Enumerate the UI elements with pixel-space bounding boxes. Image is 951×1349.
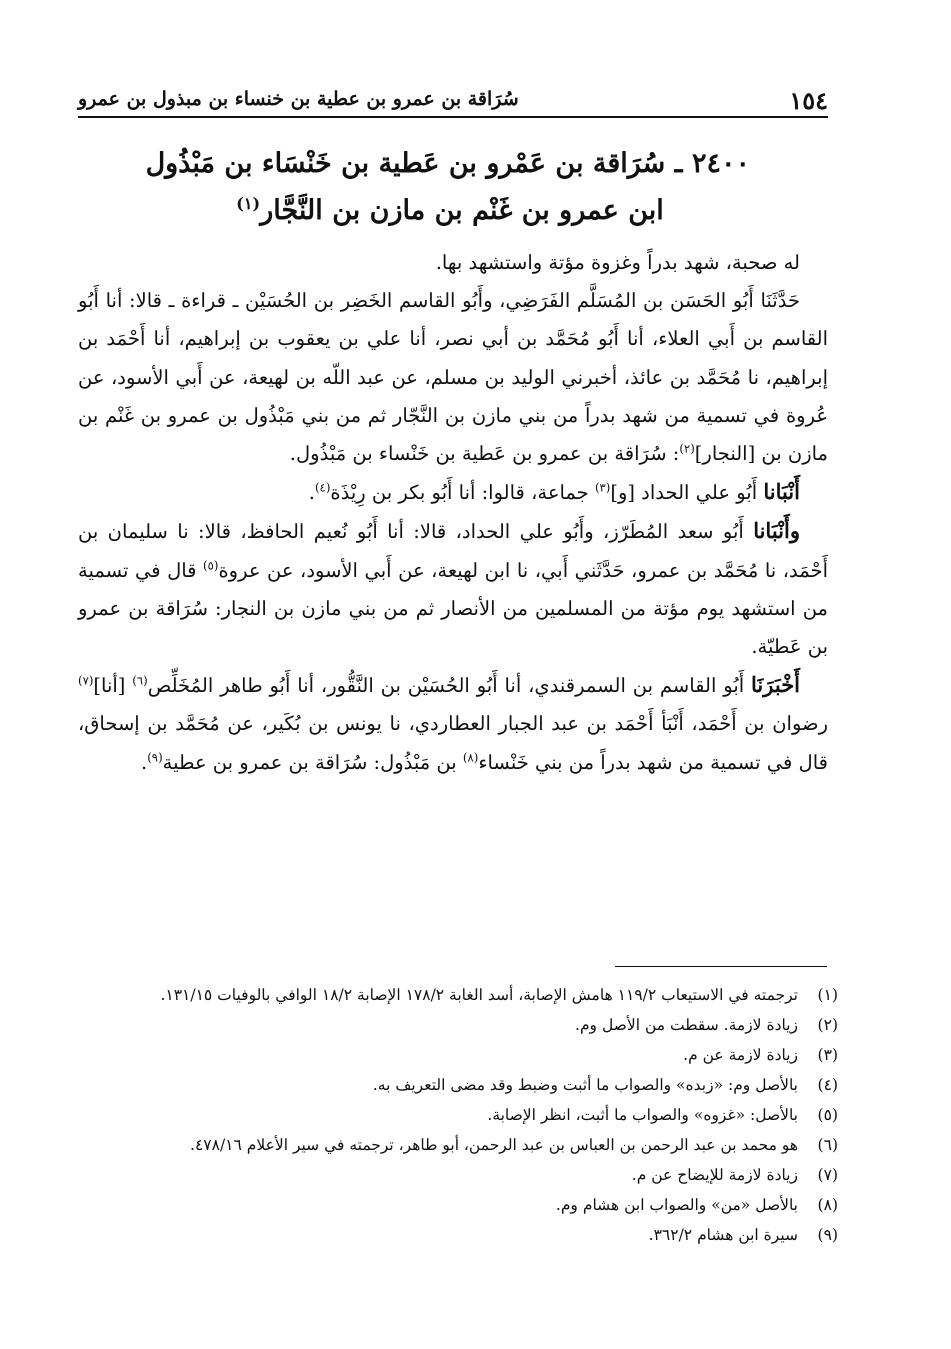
paragraph	[78, 244, 828, 282]
footnote-text: بالأصل وم: «زبده» والصواب ما أثبت وضبط وقد مضى التعريف به.	[372, 1076, 798, 1094]
paragraph-lead-word: وأَنْبَانا	[753, 518, 800, 544]
footnote-text: بالأصل: «غزوه» والصواب ما أثبت، انظر الإصابة.	[487, 1106, 798, 1124]
footnote-marker: (٣)	[594, 480, 611, 495]
paragraph-lead-word: أَنْبَانا	[763, 479, 800, 505]
entry-title-line-2-text: ابن عمرو بن غَنْم بن مازن بن النَّجَّار	[260, 195, 664, 226]
footnote-text: زيادة لازمة عن م.	[683, 1046, 798, 1064]
footnote-marker: (٤)	[314, 480, 331, 495]
paragraph	[78, 473, 828, 512]
page-number: ١٥٤	[789, 86, 828, 115]
footnotes	[78, 980, 838, 1250]
footnote-number: (٤)	[817, 1076, 838, 1094]
paragraph-text: .	[308, 481, 315, 505]
footnote-number: (٢)	[817, 1016, 838, 1034]
paragraph-text: أَبُو سعد المُطَرّز، وأَبُو علي الحداد، قالا: أنا أَبُو نُعيم الحافظ، قالا: نا سليمان بن أَحْمَد، نا مُحَمَّد بن عمرو، حَدَّثَني أَبي، نا ابن لهيعة، عن أَبي الأسود، عن عروة	[78, 520, 828, 582]
footnote-number: (٩)	[817, 1226, 838, 1244]
paragraph	[78, 282, 828, 473]
footnote-marker: (٨)	[462, 750, 479, 765]
entry-title	[145, 140, 750, 234]
paragraph-text: [أنا]	[93, 674, 133, 698]
paragraph-lead-word: أَخْبَرَنَا	[751, 672, 801, 698]
footnote-marker: (٩)	[147, 750, 163, 765]
footnote-text: زيادة لازمة. سقطت من الأصل وم.	[575, 1016, 798, 1034]
paragraph-text: .	[141, 750, 148, 774]
paragraph-text: حَدَّثَنَا أَبُو الحَسَن بن المُسَلَّم الفَرَضِي، وأَبُو القاسم الخَضِر بن الحُسَيْن ـ قراءة ـ قالا: أنا أَبُو القاسم بن أَبي العلاء، أنا أَبُو مُحَمَّد بن أبي نصر، أنا علي بن يعقوب بن إبراهيم، أنا أَحْمَد بن إبراهيم، نا مُحَمَّد بن عائذ، أخبرني الوليد بن مسلم، عن عبد اللّه بن لهيعة، عن أَبي الأسود، عن عُروة في تسمية من شهد بدراً من بني مازن بن النَّجّار ثم من بني مَبْذُول بن عمرو بن غَنْم بن مازن بن [النجار]	[78, 289, 828, 466]
footnote	[78, 980, 838, 1010]
paragraph-text: قال في تسمية من استشهد يوم مؤتة من المسلمين من الأنصار ثم من بني مازن بن النجار: سُرَاقة بن عمرو بن عَطيّة.	[78, 558, 828, 659]
footnote-number: (٥)	[817, 1106, 838, 1124]
paragraph-text: أَبُو القاسم بن السمرقندي، أنا أَبُو الحُسَيْن بن النَّقُّور، أنا أَبُو طاهر المُخَلِّص	[147, 674, 752, 698]
footnote-marker: (٦)	[132, 673, 148, 688]
footnote-number: (٨)	[817, 1196, 838, 1214]
footnote-number: (٧)	[817, 1166, 838, 1184]
footnote-text: ترجمته في الاستيعاب ١١٩/٢ هامش الإصابة، أسد الغابة ١٧٨/٢ الإصابة ١٨/٢ الوافي بالوفيات ١٣١/١٥.	[160, 986, 798, 1004]
footnote	[78, 1070, 838, 1100]
footnote	[78, 1040, 838, 1070]
paragraph	[78, 512, 828, 666]
main-text	[78, 244, 828, 782]
paragraph-text: : سُرَاقة بن عمرو بن عَطية بن خَنْساء بن مَبْذُول.	[289, 442, 680, 466]
paragraph-text: رضوان بن أَحْمَد، أَنْبَأ أَحْمَد بن عبد الجبار العطاردي، نا يونس بن بُكَير، عن مُحَمَّد بن إسحاق، قال في تسمية من شهد بدراً من بني خَنْساء	[78, 712, 828, 774]
footnote	[78, 1190, 838, 1220]
entry-title-line-1: ٢٤٠٠ ـ سُرَاقة بن عَمْرو بن عَطية بن خَنْسَاء بن مَبْذُول	[145, 148, 750, 179]
footnote-marker: (٢)	[679, 441, 695, 456]
footnote-text: سيرة ابن هشام ٣٦٢/٢.	[648, 1226, 798, 1244]
footnote	[78, 1100, 838, 1130]
footnote-number: (٣)	[817, 1046, 838, 1064]
paragraph-text: له صحبة، شهد بدراً وغزوة مؤتة واستشهد بها.	[435, 251, 800, 274]
footnote-number: (١)	[817, 986, 838, 1004]
footnote-text: بالأصل «من» والصواب ابن هشام وم.	[555, 1196, 798, 1214]
paragraph-text: جماعة، قالوا: أنا أَبُو بكر بن رِيْذَة	[330, 481, 595, 505]
footnote-text: زيادة لازمة للإيضاح عن م.	[631, 1166, 798, 1184]
footnote	[78, 1160, 838, 1190]
entry-title-line-2	[150, 187, 750, 234]
footnote-text: هو محمد بن عبد الرحمن بن العباس بن عبد الرحمن، أبو طاهر، ترجمته في سير الأعلام ٤٧٨/١٦.	[190, 1136, 798, 1154]
footnote-rule	[615, 966, 827, 967]
footnote-marker: (٥)	[203, 558, 219, 573]
footnote	[78, 1130, 838, 1160]
footnote-number: (٦)	[817, 1136, 838, 1154]
running-header	[78, 86, 828, 116]
footnote-marker: (٧)	[78, 673, 94, 688]
header-rule	[78, 116, 828, 118]
running-title: سُرَاقة بن عمرو بن عطية بن خنساء بن مبذول بن عمرو	[78, 88, 519, 110]
paragraph-text: أَبُو علي الحداد [و]	[610, 481, 764, 505]
footnote	[78, 1010, 838, 1040]
paragraph	[78, 666, 828, 782]
footnote	[78, 1220, 838, 1250]
paragraph-text: بن مَبْذُول: سُرَاقة بن عمرو بن عطية	[162, 750, 463, 774]
entry-title-footnote-marker: (١)	[236, 194, 261, 213]
